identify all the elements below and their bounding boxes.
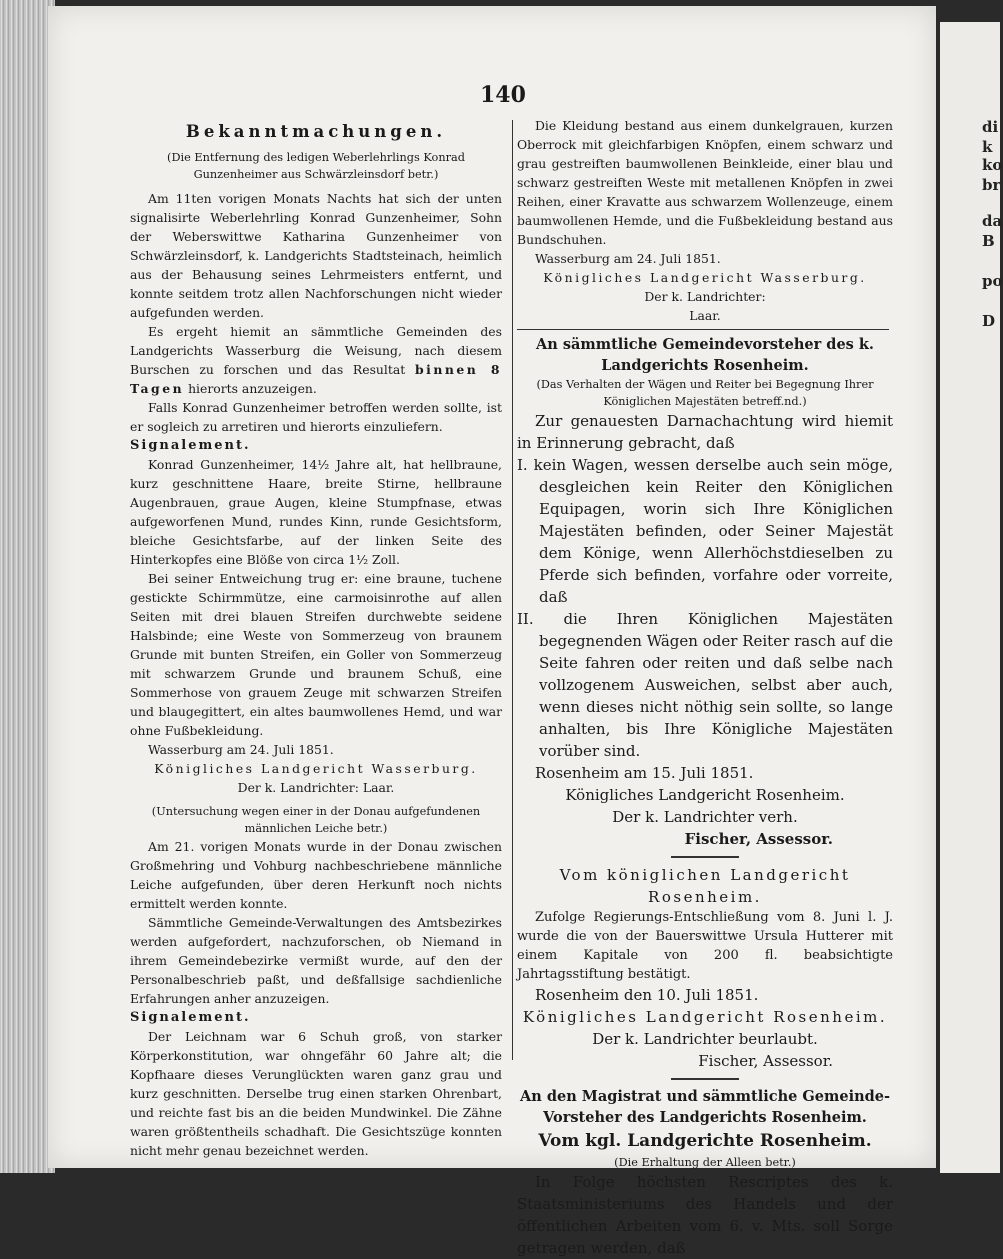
date-line: Rosenheim den 10. Juli 1851. <box>535 986 759 1004</box>
section-divider <box>517 329 889 330</box>
assessor-signature: Fischer, Assessor. <box>698 1052 833 1070</box>
assessor-signature: Fischer, Assessor. <box>684 830 833 848</box>
paragraph: Konrad Gunzenheimer, 14½ Jahre alt, hat hellbraune, kurz geschnittene Haare, breite Stirne, hellbraune Augenbrauen, graue Augen, kleine Stumpfnase, etwas aufgeworfenen Mund, rundes Kinn, runde Gesichtsform, bleiche Gesichtsfarbe, auf der linken Seite des Hinterkopfes eine Blöße von circa 1½ Zoll. <box>130 457 502 567</box>
column-divider <box>512 120 513 1060</box>
court-name: Königliches Landgericht Rosenheim. <box>522 1008 888 1026</box>
fragment: po <box>982 272 1003 290</box>
section-divider <box>671 856 739 858</box>
fragment: da <box>982 212 1003 230</box>
paragraph: Bei seiner Entweichung trug er: eine braune, tuchene gestickte Schirmmütze, eine carmoisinrothe auf allen Seiten mit drei blauen Streifen durchwebte seidene Halsbinde; eine Weste von Sommerzeug von braunem Grunde mit bunten Streifen, ein Goller von Sommerzeug mit schwarzem Grunde und braunem Schuß, eine Sommerhose von grauem Zeuge mit schwarzen Streifen und blaugegittert, ein altes baumwollenes Hemd, und war ohne Fußbekleidung. <box>130 571 502 738</box>
court-name: Königliches Landgericht Wasserburg. <box>154 761 478 776</box>
fragment: D <box>982 312 996 330</box>
judge-signature: Der k. Landrichter: Laar. <box>644 289 766 323</box>
paragraph: Der Leichnam war 6 Schuh groß, von starker Körperkonstitution, war ohngefähr 60 Jahre alt; die Kopfhaare dieses Verunglückten waren ganz grau und kurz geschnitten. Derselbe trug einen starken Ohrenbart, und reichte fast bis an die beiden Mundwinkel. Die Zähne waren größtentheils schadhaft. Die Gesichtszüge konnten nicht mehr genau bezeichnet werden. <box>130 1029 502 1158</box>
notice-subject: (Das Verhalten der Wägen und Reiter bei Begegnung Ihrer Königlichen Majestäten betreff.nd.) <box>536 378 874 408</box>
left-column <box>130 118 502 1160</box>
judge-signature: Der k. Landrichter: Laar. <box>237 780 395 795</box>
notice-subject: (Die Entfernung des ledigen Weberlehrlings Konrad Gunzenheimer aus Schwärzleinsdorf betr.) <box>167 151 465 181</box>
notice-heading: Vom königlichen Landgericht Rosenheim. <box>559 866 851 906</box>
paragraph: Sämmtliche Gemeinde-Verwaltungen des Amtsbezirkes werden aufgefordert, nachzuforschen, ob Niemand in ihrem Gemeindebezirke vermißt wurde, auf den der Personalbeschrieb paßt, und deßfallsige sachdienliche Erfahrungen anher anzuzeigen. <box>130 915 502 1006</box>
signalement-heading: Signalement. <box>130 1010 251 1025</box>
paragraph: Zufolge Regierungs-Entschließung vom 8. Juni l. J. wurde die von der Bauerswittwe Ursula Hutterer mit einem Kapitale von 200 fl. beabsichtigte Jahrtagsstiftung bestätigt. <box>517 910 893 982</box>
paragraph: Die Kleidung bestand aus einem dunkelgrauen, kurzen Oberrock mit gleichfarbigen Knöpfen, einem schwarz und grau gestreiften baumwollenen Beinkleide, einer blau und schwarz gestreiften Weste mit metallenen Knöpfen in zwei Reihen, einer Kravatte aus schwarzem Wollenzeuge, einem baumwollenen Hemde, und die Fußbekleidung bestand aus Bundschuhen. <box>517 118 893 247</box>
book-edge <box>0 0 55 1173</box>
numbered-item: II. die Ihren Königlichen Majestäten begegnenden Wägen oder Reiter rasch auf die Seite fahren oder reiten und daß selbe nach vollzogenem Ausweichen, selbst aber auch, wenn dieses nicht nöthig sein sollte, so lange anhalten, bis Ihre Königliche Majestäten vorüber sind. <box>517 610 893 760</box>
fragment: ko <box>982 156 1003 174</box>
fragment: k <box>982 138 993 156</box>
adjacent-page <box>940 22 1003 1173</box>
page-number: 140 <box>480 82 526 108</box>
court-name: Königliches Landgericht Wasserburg. <box>543 270 867 285</box>
paragraph: Es ergeht hiemit an sämmtliche Gemeinden des Landgerichts Wasserburg die Weisung, nach diesem Burschen zu forschen und das Resultat binnen 8 Tagen hierorts anzuzeigen. <box>130 324 502 396</box>
judge-signature: Der k. Landrichter beurlaubt. <box>592 1030 818 1048</box>
right-column <box>517 116 893 1259</box>
date-line: Wasserburg am 24. Juli 1851. <box>535 251 721 266</box>
paragraph: Zur genauesten Darnachachtung wird hiemit in Erinnerung gebracht, daß <box>517 412 893 452</box>
paragraph: Am 21. vorigen Monats wurde in der Donau zwischen Großmehring und Vohburg nachbeschriebene männliche Leiche aufgefunden, über deren Herkunft noch nichts ermittelt werden konnte. <box>130 839 502 911</box>
section-heading: Bekanntmachungen. <box>185 122 447 141</box>
notice-subject: (Untersuchung wegen einer in der Donau aufgefundenen männlichen Leiche betr.) <box>151 805 481 835</box>
numbered-item: I. kein Wagen, wessen derselbe auch sein möge, desgleichen kein Reiter den Königlichen Equipagen, worin sich Ihre Königlichen Majestäten befinden, oder Seiner Majestät dem Könige, wenn Allerhöchstdieselben zu Pferde sich befinden, vorfahre oder vorreite, daß <box>517 456 893 606</box>
fragment: br <box>982 176 1001 194</box>
paragraph: Falls Konrad Gunzenheimer betroffen werden sollte, ist er sogleich zu arretiren und hierorts einzuliefern. <box>130 400 502 434</box>
fragment: B <box>982 232 995 250</box>
fragment: di <box>982 118 999 136</box>
deadline-emphasis: binnen 8 Tagen <box>130 362 502 396</box>
paragraph: In Folge höchsten Rescriptes des k. Staatsministeriums des Handels und der öffentlichen Arbeiten vom 6. v. Mts. soll Sorge getragen werden, daß <box>517 1173 893 1257</box>
notice-heading: An den Magistrat und sämmtliche Gemeinde-Vorsteher des Landgerichts Rosenheim. <box>519 1088 890 1126</box>
signalement-heading: Signalement. <box>130 438 251 453</box>
paragraph: Am 11ten vorigen Monats Nachts hat sich der unten signalisirte Weberlehrling Konrad Gunzenheimer, Sohn der Weberswittwe Katharina Gunzenheimer von Schwärzleinsdorf, k. Landgerichts Stadtsteinach, heimlich aus der Behausung seines Lehrmeisters entfernt, und konnte seitdem trotz allen Nachforschungen nicht wieder aufgefunden werden. <box>130 191 502 320</box>
judge-signature: Der k. Landrichter verh. <box>612 808 798 826</box>
court-name: Königliches Landgericht Rosenheim. <box>565 786 845 804</box>
notice-subject: (Die Erhaltung der Alleen betr.) <box>614 1156 796 1169</box>
date-line: Wasserburg am 24. Juli 1851. <box>148 742 334 757</box>
notice-heading: An sämmtliche Gemeindevorsteher des k. Landgerichts Rosenheim. <box>536 336 874 374</box>
section-divider <box>671 1078 739 1080</box>
notice-heading-large: Vom kgl. Landgerichte Rosenheim. <box>538 1131 872 1151</box>
date-line: Rosenheim am 15. Juli 1851. <box>535 764 754 782</box>
